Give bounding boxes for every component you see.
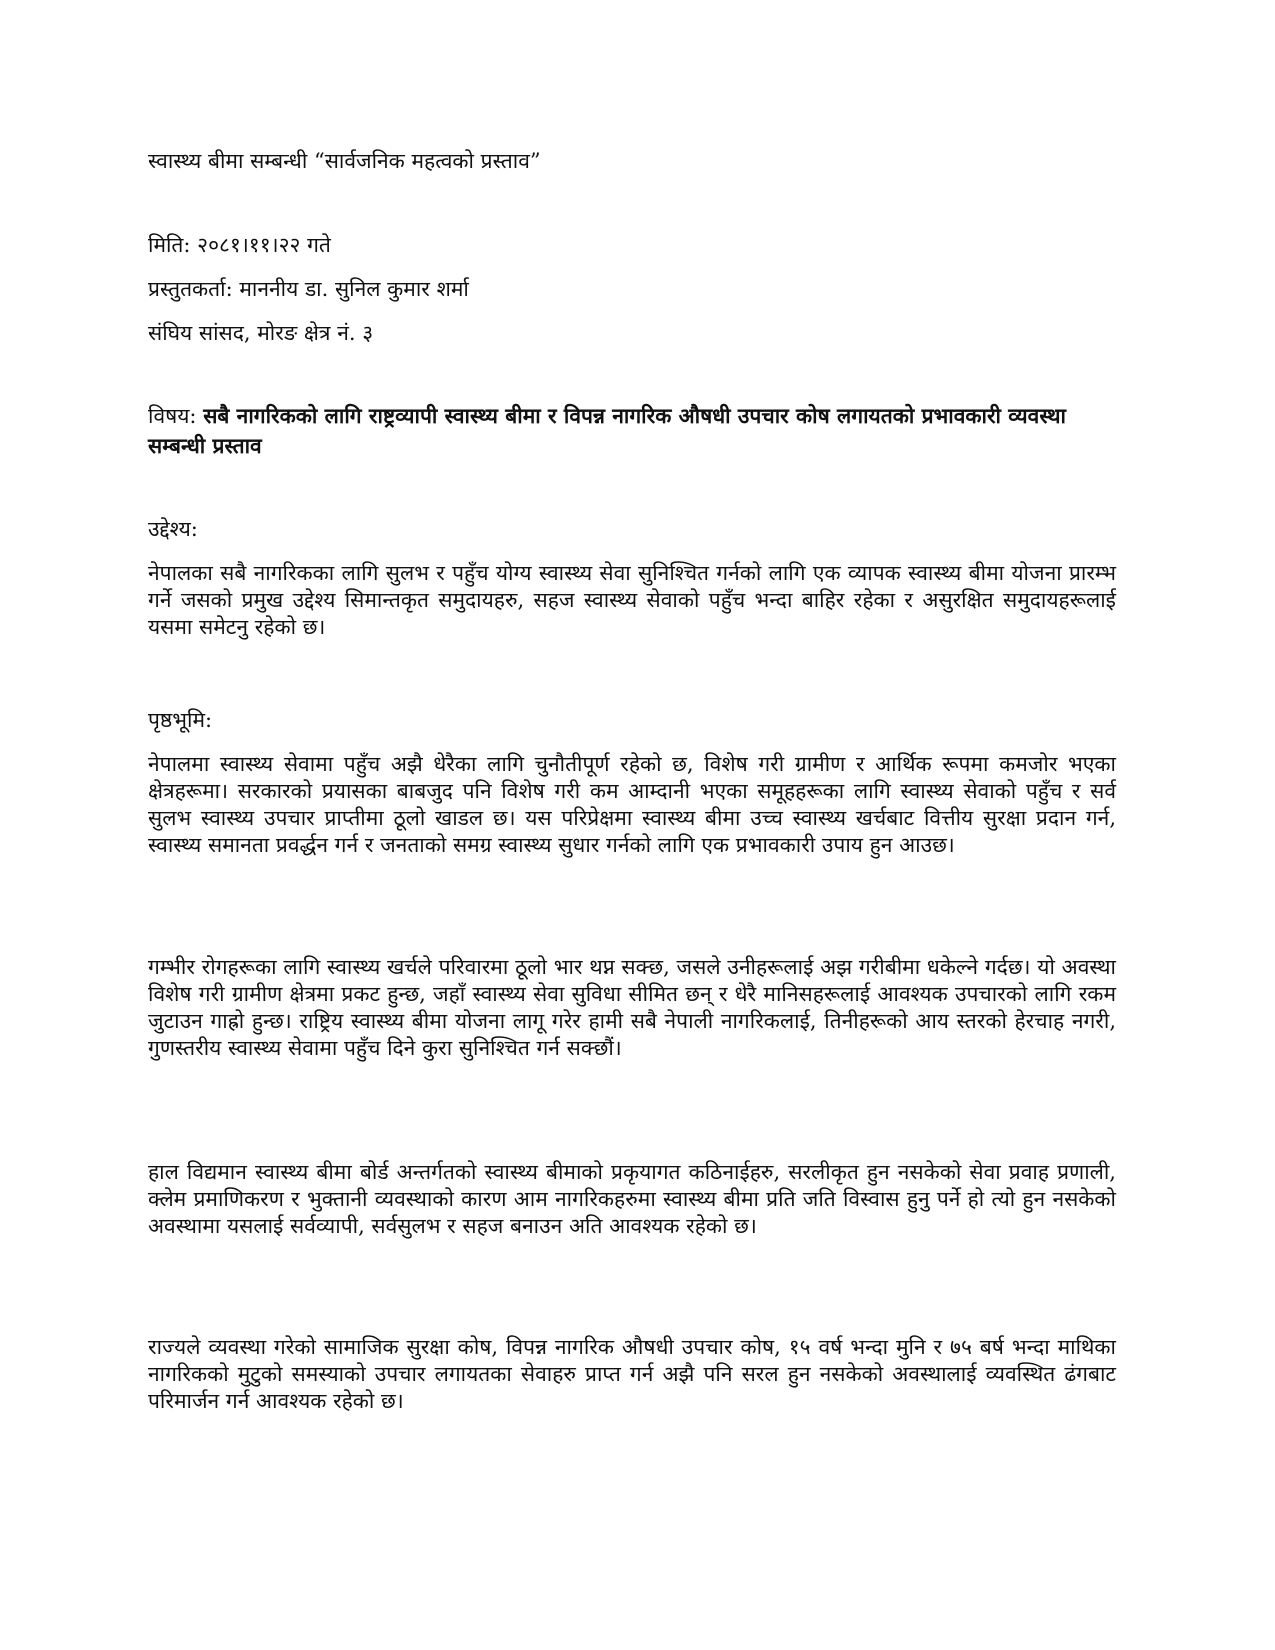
document-title: स्वास्थ्य बीमा सम्बन्धी “सार्वजनिक महत्वको प्रस्ताव”: [148, 149, 541, 173]
background-heading: पृष्ठभूमि:: [148, 708, 213, 732]
objective-heading: उद्देश्य:: [148, 517, 198, 541]
position-line: संघिय सांसद, मोरङ क्षेत्र नं. ३: [148, 321, 374, 345]
background-paragraph-2: गम्भीर रोगहरूका लागि स्वास्थ्य खर्चले परिवारमा ठूलो भार थप्न सक्छ, जसले उनीहरूलाई अझ गरीबीमा धकेल्ने गर्दछ। यो अवस्था विशेष गरी ग्रामीण क्षेत्रमा प्रकट हुन्छ, जहाँ स्वास्थ्य सेवा सुविधा सीमित छन् र धेरै मानिसहरूलाई आवश्यक उपचारको लागि रकम जुटाउन गाह्रो हुन्छ। राष्ट्रिय स्वास्थ्य बीमा योजना लागू गरेर हामी सबै नेपाली नागरिकलाई, तिनीहरूको आय स्तरको हेरचाह नगरी, गुणस्तरीय स्वास्थ्य सेवामा पहुँच दिने कुरा सुनिश्चित गर्न सक्छौं।: [148, 955, 1116, 1060]
subject-text: सबै नागरिकको लागि राष्ट्रव्यापी स्वास्थ्य बीमा र विपन्न नागरिक औषधी उपचार कोष लगायतको प्रभावकारी व्यवस्था सम्बन्धी प्रस्ताव: [148, 403, 1066, 458]
background-paragraph-4: राज्यले व्यवस्था गरेको सामाजिक सुरक्षा कोष, विपन्न नागरिक औषधी उपचार कोष, १५ वर्ष भन्दा मुनि र ७५ बर्ष भन्दा माथिका नागरिकको मुटुको समस्याको उपचार लगायतका सेवाहरु प्राप्त गर्न अझै पनि सरल हुन नसकेको अवस्थालाई व्यवस्थित ढंगबाट परिमार्जन गर्न आवश्यक रहेको छ।: [148, 1335, 1116, 1413]
presenter-line: प्रस्तुतकर्ता: माननीय डा. सुनिल कुमार शर्मा: [148, 277, 469, 301]
background-paragraph-1: नेपालमा स्वास्थ्य सेवामा पहुँच अझै धेरैका लागि चुनौतीपूर्ण रहेको छ, विशेष गरी ग्रामीण र आर्थिक रूपमा कमजोर भएका क्षेत्रहरूमा। सरकारको प्रयासका बाबजुद पनि विशेष गरी कम आम्दानी भएका समूहहरूका लागि स्वास्थ्य सेवाको पहुँच र सर्व सुलभ स्वास्थ्य उपचार प्राप्तीमा ठूलो खाडल छ। यस परिप्रेक्षमा स्वास्थ्य बीमा उच्च स्वास्थ्य खर्चबाट वित्तीय सुरक्षा प्रदान गर्न, स्वास्थ्य समानता प्रवर्द्धन गर्न र जनताको समग्र स्वास्थ्य सुधार गर्नको लागि एक प्रभावकारी उपाय हुन आउछ।: [148, 752, 1116, 857]
background-paragraph-3: हाल विद्यमान स्वास्थ्य बीमा बोर्ड अन्तर्गतको स्वास्थ्य बीमाको प्रकृयागत कठिनाईहरु, सरलीकृत हुन नसकेको सेवा प्रवाह प्रणाली, क्लेम प्रमाणिकरण र भुक्तानी व्यवस्थाको कारण आम नागरिकहरुमा स्वास्थ्य बीमा प्रति जति विस्वास हुनु पर्ने हो त्यो हुन नसकेको अवस्थामा यसलाई सर्वव्यापी, सर्वसुलभ र सहज बनाउन अति आवश्यक रहेको छ।: [148, 1160, 1116, 1238]
subject-paragraph: [148, 401, 1116, 461]
document-page: [148, 0, 1116, 1650]
subject-label: विषय:: [148, 404, 204, 428]
date-line: मिति: २०८१।११।२२ गते: [148, 233, 331, 257]
objective-paragraph: नेपालका सबै नागरिकका लागि सुलभ र पहुँच योग्य स्वास्थ्य सेवा सुनिश्चित गर्नको लागि एक व्यापक स्वास्थ्य बीमा योजना प्रारम्भ गर्ने जसको प्रमुख उद्देश्य सिमान्तकृत समुदायहरु, सहज स्वास्थ्य सेवाको पहुँच भन्दा बाहिर रहेका र असुरक्षित समुदायहरूलाई यसमा समेटनु रहेको छ।: [148, 561, 1116, 639]
